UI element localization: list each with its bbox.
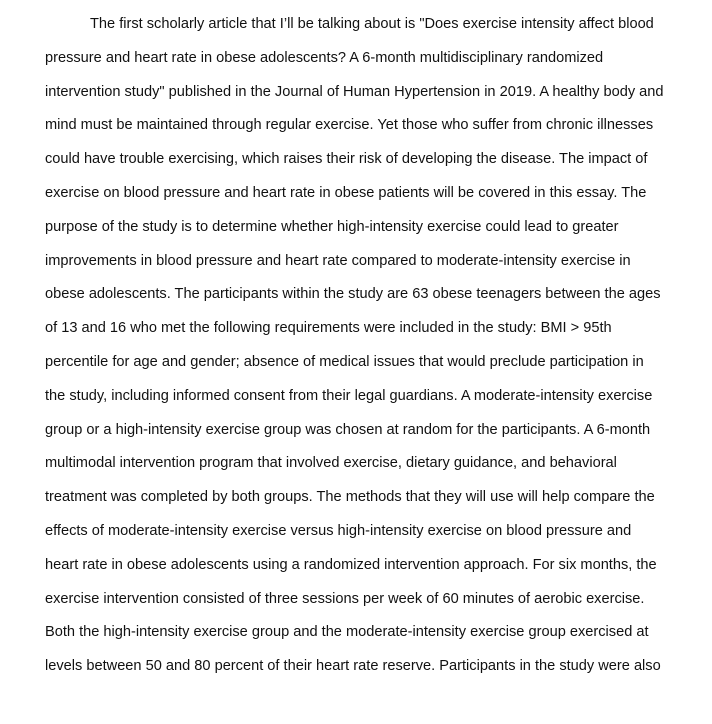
text-line: heart rate in obese adolescents using a randomized intervention approach. For six months, the: [45, 556, 657, 573]
text-line: Both the high-intensity exercise group and the moderate-intensity exercise group exercised at: [45, 624, 649, 641]
text-line: The first scholarly article that I’ll be talking about is "Does exercise intensity affect blood: [90, 16, 654, 32]
body-paragraph: [45, 12, 664, 688]
text-line: treatment was completed by both groups. The methods that they will use will help compare the: [45, 489, 655, 506]
text-line: the study, including informed consent from their legal guardians. A moderate-intensity exercise: [45, 387, 653, 404]
text-line: purpose of the study is to determine whether high-intensity exercise could lead to greater: [45, 218, 619, 235]
text-line: effects of moderate-intensity exercise versus high-intensity exercise on blood pressure and: [45, 522, 632, 539]
text-line: of 13 and 16 who met the following requirements were included in the study: BMI > 95th: [45, 320, 612, 337]
text-line: exercise intervention consisted of three sessions per week of 60 minutes of aerobic exercise.: [45, 590, 645, 607]
text-line: percentile for age and gender; absence of medical issues that would preclude participation in: [45, 353, 644, 370]
text-line: intervention study" published in the Journal of Human Hypertension in 2019. A healthy body and: [45, 83, 664, 100]
text-line: could have trouble exercising, which raises their risk of developing the disease. The impact of: [45, 151, 648, 168]
text-line: multimodal intervention program that involved exercise, dietary guidance, and behavioral: [45, 455, 617, 472]
text-line: pressure and heart rate in obese adolescents? A 6-month multidisciplinary randomized: [45, 49, 604, 66]
text-line: mind must be maintained through regular exercise. Yet those who suffer from chronic illnesses: [45, 117, 654, 134]
text-line: exercise on blood pressure and heart rate in obese patients will be covered in this essay. The: [45, 184, 647, 201]
text-line: group or a high-intensity exercise group was chosen at random for the participants. A 6-month: [45, 421, 651, 438]
text-line: obese adolescents. The participants within the study are 63 obese teenagers between the ages: [45, 286, 661, 303]
text-line: improvements in blood pressure and heart rate compared to moderate-intensity exercise in: [45, 252, 631, 269]
text-line: levels between 50 and 80 percent of their heart rate reserve. Participants in the study were also: [45, 658, 661, 675]
